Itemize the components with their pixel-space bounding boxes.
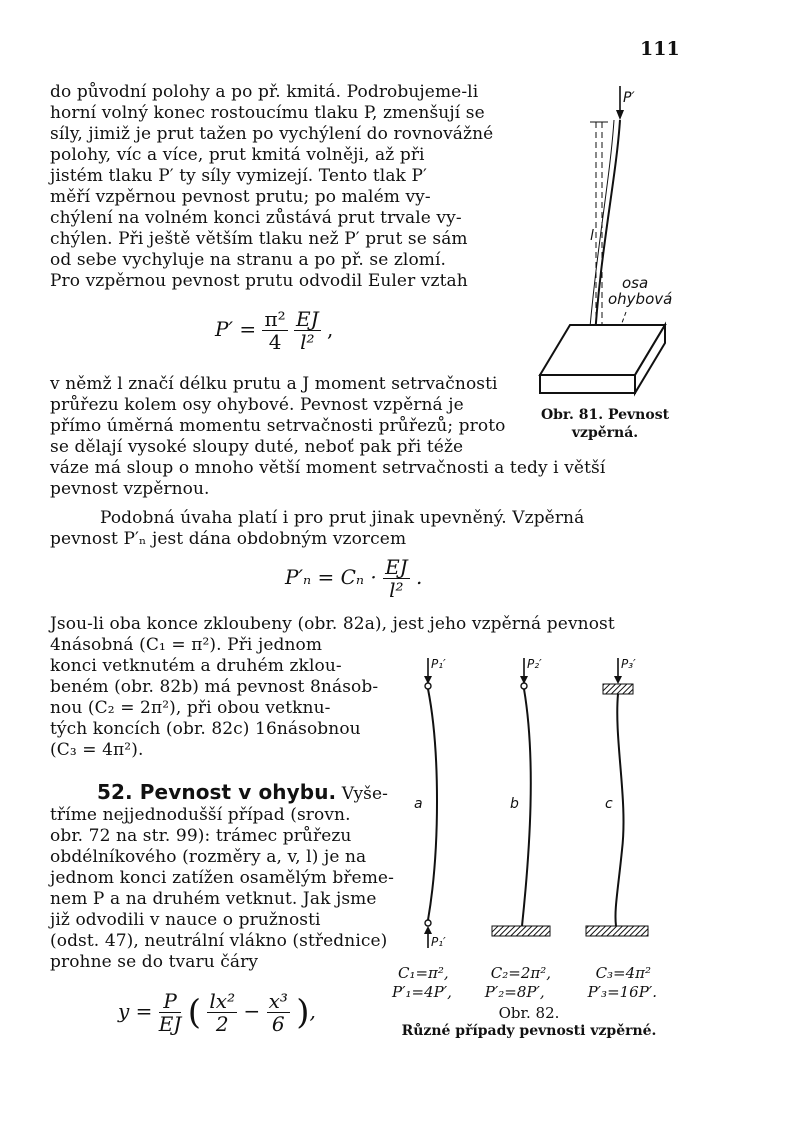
paren-open: ( [187,992,202,1033]
constant-c3: C₃=4π² [595,964,652,982]
fraction [159,990,182,1035]
figure-82-end-conditions [400,650,690,950]
force-p1: P′₁=4P′, [392,983,452,1001]
figure-81-buckling-column [530,80,690,400]
text-line: pevnost P′ₙ jest dána obdobným vzorcem [50,529,407,549]
figure-82-constants [398,963,651,983]
pin-joint [425,683,431,689]
numerator: lx² [209,989,236,1013]
buckled-column [615,694,623,926]
formula-lhs: P′ₙ = Cₙ · [285,565,377,589]
figure-82-forces [392,982,657,1002]
deflection-formula [118,990,316,1035]
force-label: P₁′ [431,657,446,671]
formula-tail: , [327,317,334,341]
force-arrow-head [616,110,624,120]
text-line: Podobná úvaha platí i pro prut jinak upevněný. Vzpěrná [100,508,585,528]
text-line: pevnost vzpěrnou. [50,479,210,499]
caption-line: Obr. 81. Pevnost [540,407,670,423]
buckled-column [428,689,437,920]
euler-formula [215,308,333,353]
text-line: přímo úměrná momentu setrvačnosti průřezů; proto [50,416,506,436]
numerator: EJ [296,307,319,331]
text-line: obr. 72 na str. 99): trámec průřezu [50,826,352,846]
case-label: c [605,796,613,812]
figure-82-caption-number: Obr. 82. [498,1004,560,1022]
formula-lhs: y = [118,999,153,1023]
text-line: konci vetknutém a druhém zklou- [50,656,342,676]
force-label: P₂′ [527,657,542,671]
paren-close: ) [296,992,310,1033]
denominator: l² [300,330,315,354]
text-line: v němž l značí délku prutu a J moment setrvačnosti [50,374,498,394]
text-line: 4násobná (C₁ = π²). Při jednom [50,635,323,655]
numerator: P [159,990,182,1013]
text-line: obdélníkového (rozměry a, v, l) je na [50,847,367,867]
text-line: Pro vzpěrnou pevnost prutu odvodil Euler vztah [50,271,468,291]
axis-label-1: osa [622,274,649,292]
force-label: P′ [623,90,635,106]
text-line: (C₃ = 4π²). [50,740,144,760]
text-line: se dělají vysoké sloupy duté, neboť pak při téže [50,437,464,457]
text-line: od sebe vychyluje na stranu a po př. se zlomí. [50,250,447,270]
numerator: EJ [385,555,408,579]
text-line: tých koncích (obr. 82c) 16násobnou [50,719,361,739]
text-line: polohy, víc a více, prut kmitá volněji, až při [50,145,425,165]
text-line: síly, jimiž je prut tažen po vychýlení do rovnovážné [50,124,494,144]
text-line: měří vzpěrnou pevnost prutu; po malém vy- [50,187,431,207]
case-label: b [510,796,519,812]
force-label: P₁′ [431,935,446,949]
force-arrow-head [614,676,622,684]
text-line: tříme nejjednodušší případ (srovn. [50,805,351,825]
fraction [294,308,321,353]
case-b-fixed-pinned [492,657,550,936]
fixed-support [586,926,648,936]
case-c-fixed-fixed [586,657,648,936]
numerator: x³ [268,989,288,1013]
fraction [267,990,290,1035]
text-line: horní volný konec rostoucímu tlaku P, zmenšují se [50,103,485,123]
force-arrow-head [424,926,432,934]
caption-line: vzpěrná. [571,425,639,441]
figure-82-caption: Různé případy pevnosti vzpěrné. [401,1023,657,1039]
text-line: nou (C₂ = 2π²), při obou vetknu- [50,698,331,718]
minus-sign: − [243,999,261,1023]
text-line: váze má sloup o mnoho větší moment setrvačnosti a tedy i větší [50,458,606,478]
numerator: π² [264,307,286,331]
constant-c1: C₁=π², [398,964,449,982]
force-p2: P′₂=8P′, [484,983,545,1001]
text-line: jednom konci zatížen osamělým břeme- [50,868,394,888]
deflected-column [594,120,620,350]
denominator: EJ [158,1012,182,1036]
fraction [383,556,410,601]
general-buckling-formula [285,556,422,601]
case-a-pinned-pinned [414,657,446,949]
base-plate-front [540,375,635,393]
denominator: 2 [215,1012,229,1036]
text-line: chýlen. Při ještě větším tlaku než P′ prut se sám [50,229,468,249]
formula-tail: . [416,565,423,589]
text-line: beném (obr. 82b) má pevnost 8násob- [50,677,379,697]
length-label: l [590,228,594,244]
text-line: průřezu kolem osy ohybové. Pevnost vzpěrná je [50,395,464,415]
denominator: l² [389,578,404,602]
section-heading-line [97,782,388,805]
denominator: 4 [268,330,282,354]
text-line: prohne se do tvaru čáry [50,952,259,972]
case-label: a [414,796,423,812]
text-line: chýlení na volném konci zůstává prut trvale vy- [50,208,462,228]
force-p3: P′₃=16P′. [587,983,657,1001]
fixed-cap [603,684,633,694]
fraction [207,990,237,1035]
fraction [262,308,287,353]
constant-c2: C₂=2π², [490,964,552,982]
text-line: (odst. 47), neutrální vlákno (střednice) [50,931,388,951]
page-number: 111 [640,38,680,60]
text-line: Jsou-li oba konce zkloubeny (obr. 82a), jest jeho vzpěrná pevnost [50,614,615,634]
text-line: již odvodili v nauce o pružnosti [50,910,321,930]
text-line: jistém tlaku P′ ty síly vymizejí. Tento tlak P′ [50,166,427,186]
force-label: P₃′ [621,657,636,671]
section-heading: 52. Pevnost v ohybu. [97,780,337,804]
pin-joint [425,920,431,926]
pin-joint [521,683,527,689]
figure-81-caption [530,406,680,442]
text-line: do původní polohy a po př. kmitá. Podrobujeme-li [50,82,479,102]
formula-lhs: P′ = [215,317,257,341]
axis-label-2: ohybová [608,290,673,308]
formula-tail: , [309,999,316,1023]
buckled-column [522,689,531,926]
denominator: 6 [271,1012,285,1036]
text-line: nem P a na druhém vetknut. Jak jsme [50,889,377,909]
text-run: Vyše- [341,784,388,804]
fixed-support [492,926,550,936]
